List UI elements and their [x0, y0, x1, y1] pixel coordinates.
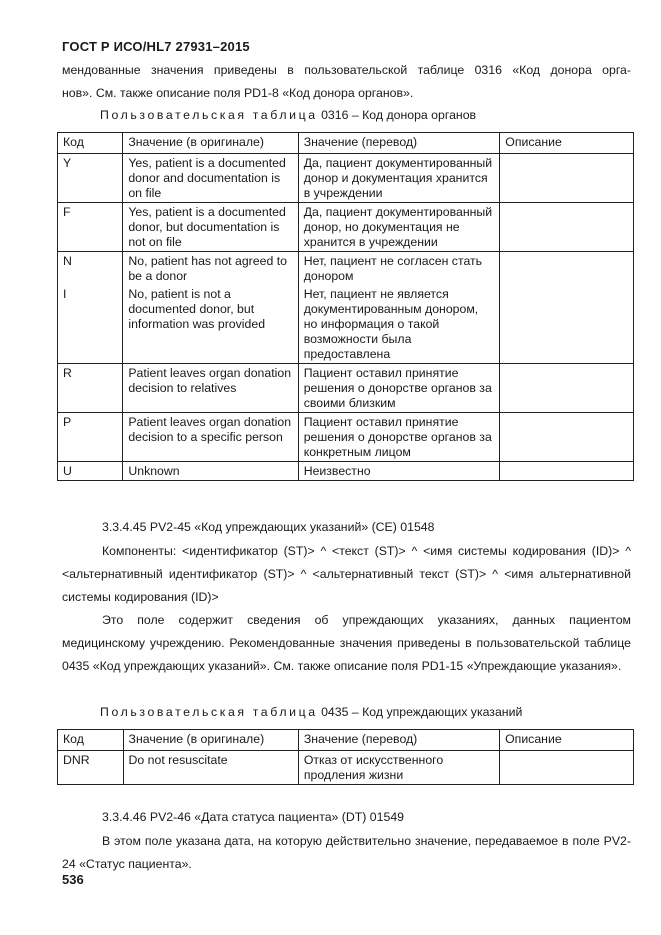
description-paragraph-pv2-45 — [62, 609, 631, 678]
cell-original: Unknown — [123, 462, 298, 481]
section-heading-pv2-45: 3.3.4.45 PV2-45 «Код упреждающих указаний» (CE) 01548 — [102, 520, 435, 534]
cell-description — [500, 285, 634, 364]
cell-description — [500, 413, 634, 462]
cell-code: Y — [58, 154, 123, 203]
cell-translation: Пациент оставил принятие решения о донорстве органов за своими близким — [298, 364, 500, 413]
components-text: Компоненты: <идентификатор (ST)> ^ <текст (ST)> ^ <имя системы кодирования (ID)> ^ <альтернативный идентификатор (ST)> ^ <альтернативный текст (ST)> ^ <имя альтернативной системы кодирования (ID)> — [62, 544, 631, 604]
cell-original: No, patient is not a documented donor, but information was provided — [123, 285, 298, 364]
table-row — [58, 203, 634, 252]
cell-description — [500, 364, 634, 413]
cell-original: No, patient has not agreed to be a donor — [123, 252, 298, 286]
column-header-description: Описание — [500, 730, 634, 751]
intro-paragraph — [62, 59, 631, 105]
cell-description — [500, 203, 634, 252]
table1-caption-label: Пользовательская таблица — [100, 108, 318, 122]
column-header-original: Значение (в оригинале) — [123, 133, 298, 154]
table2-caption-title: 0435 – Код упреждающих указаний — [321, 705, 523, 719]
cell-original: Patient leaves organ donation decision to relatives — [123, 364, 298, 413]
column-header-code: Код — [58, 133, 123, 154]
table1-caption-title: 0316 – Код донора органов — [321, 108, 477, 122]
document-header: ГОСТ Р ИСО/HL7 27931–2015 — [62, 39, 250, 54]
cell-code: F — [58, 203, 123, 252]
table-row — [58, 462, 634, 481]
cell-description — [500, 154, 634, 203]
cell-translation: Нет, пациент не согласен стать донором — [298, 252, 500, 286]
cell-translation: Отказ от искусственного продления жизни — [298, 751, 499, 785]
column-header-code: Код — [58, 730, 124, 751]
table1-caption — [100, 108, 476, 122]
cell-translation: Да, пациент документированный донор, но документация не хранится в учреждении — [298, 203, 500, 252]
column-header-original: Значение (в оригинале) — [123, 730, 298, 751]
cell-original: Patient leaves organ donation decision to a specific person — [123, 413, 298, 462]
description-text-pv2-45: Это поле содержит сведения об упреждающих указаниях, данных пациентом медицинскому учреждению. Рекомендованные значения приведены в пользовательской таблице 0435 «Код упреждающих указаний». См. также описание поля PD1-15 «Упреждающие указания». — [62, 613, 631, 673]
table-row — [58, 285, 634, 364]
cell-original: Yes, patient is a documented donor and documentation is on file — [123, 154, 298, 203]
cell-description — [500, 252, 634, 286]
cell-code: R — [58, 364, 123, 413]
cell-code: DNR — [58, 751, 124, 785]
intro-line-1: мендованные значения приведены в пользовательской таблице 0316 «Код донора орга- — [62, 63, 631, 77]
cell-code: U — [58, 462, 123, 481]
table2-caption-label: Пользовательская таблица — [100, 705, 318, 719]
section-heading-pv2-46: 3.3.4.46 PV2-46 «Дата статуса пациента» (DT) 01549 — [102, 810, 404, 824]
table-row — [58, 364, 634, 413]
description-paragraph-pv2-46 — [62, 830, 631, 876]
cell-original: Yes, patient is a documented donor, but documentation is not on file — [123, 203, 298, 252]
column-header-translation: Значение (перевод) — [298, 730, 499, 751]
column-header-description: Описание — [500, 133, 634, 154]
cell-original: Do not resuscitate — [123, 751, 298, 785]
table-header-row — [58, 730, 634, 751]
intro-line-2: нов». См. также описание поля PD1-8 «Код донора органов». — [62, 86, 414, 100]
cell-translation: Пациент оставил принятие решения о донорстве органов за конкретным лицом — [298, 413, 500, 462]
cell-code: I — [58, 285, 123, 364]
table-0316 — [57, 132, 634, 481]
cell-translation: Да, пациент документированный донор и документация хранится в учреждении — [298, 154, 500, 203]
components-paragraph — [62, 540, 631, 609]
cell-description — [500, 462, 634, 481]
description-text-pv2-46: В этом поле указана дата, на которую действительно значение, передаваемое в поле PV2-24 «Статус пациента». — [62, 834, 631, 871]
table2-caption — [100, 705, 522, 719]
cell-code: P — [58, 413, 123, 462]
cell-description — [500, 751, 634, 785]
table-row — [58, 154, 634, 203]
column-header-translation: Значение (перевод) — [298, 133, 500, 154]
cell-code: N — [58, 252, 123, 286]
cell-translation: Нет, пациент не является документированным донором, но информация о такой возможности была предоставлена — [298, 285, 500, 364]
page-number: 536 — [62, 872, 84, 887]
table-row — [58, 413, 634, 462]
table-row — [58, 751, 634, 785]
table-0435 — [57, 729, 634, 785]
table-header-row — [58, 133, 634, 154]
table-row — [58, 252, 634, 286]
cell-translation: Неизвестно — [298, 462, 500, 481]
